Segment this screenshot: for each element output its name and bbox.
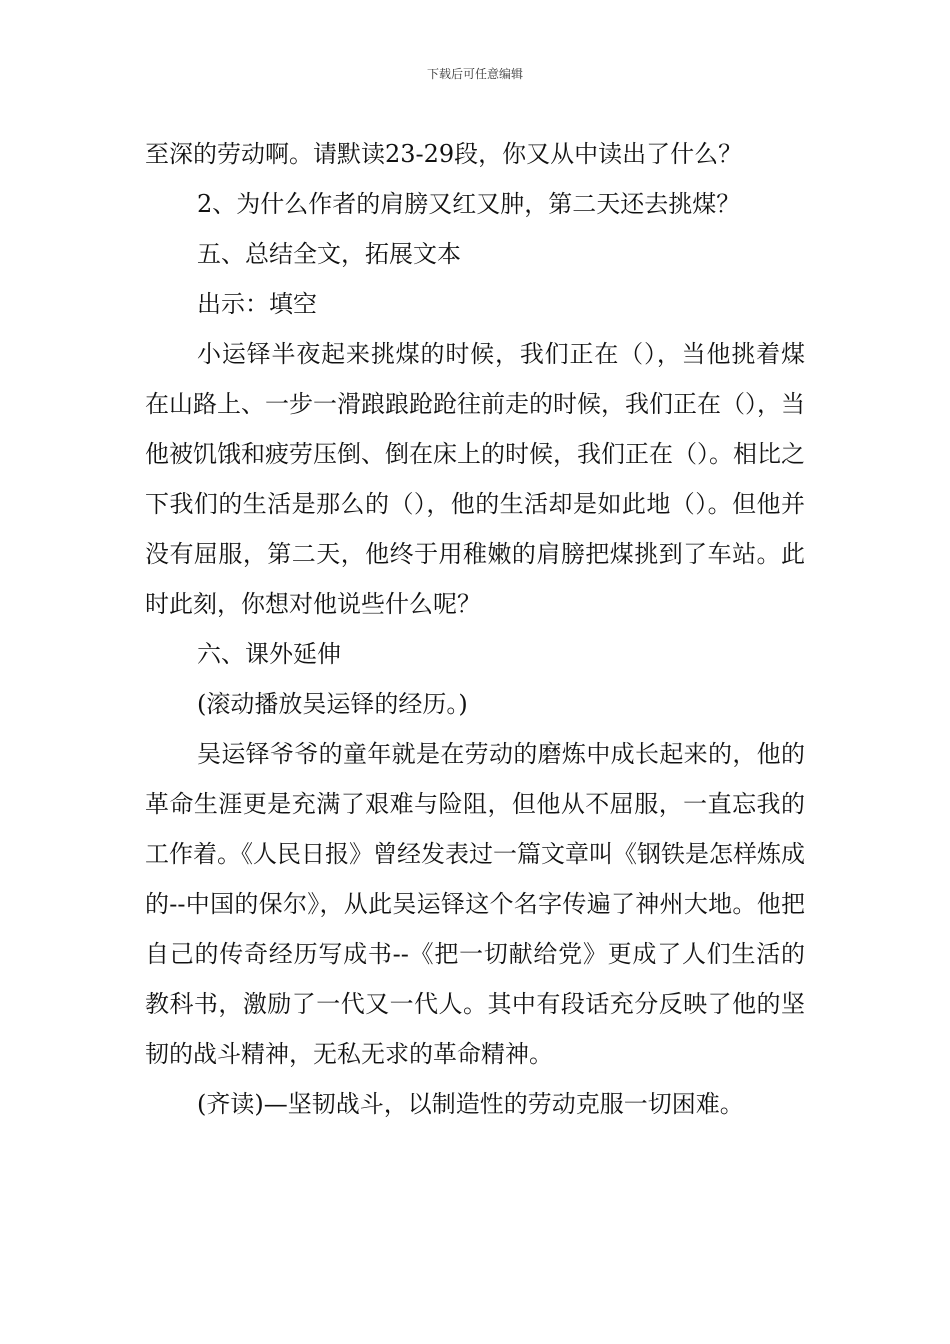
- group-reading-line: (齐读)—坚韧战斗，以制造性的劳动克服一切困难。: [197, 1090, 744, 1118]
- page-header: 下载后可任意编辑: [426, 67, 523, 81]
- fill-blank-label: 出示：填空: [197, 290, 317, 318]
- question-2: 2、为什么作者的肩膀又红又肿，第二天还去挑煤？: [197, 190, 741, 218]
- stage-direction: (滚动播放吴运铎的经历。): [197, 690, 468, 718]
- section-heading-5: 五、总结全文，拓展文本: [197, 240, 461, 268]
- fill-blank-paragraph: 小运铎半夜起来挑煤的时候，我们正在（），当他挑着煤在山路上、一步一滑踉踉跄跄往前走的时候，我们正在（），当他被饥饿和疲劳压倒、倒在床上的时候，我们正在（）。相比之下我们的生活是那么的（），他的生活却是如此地（）。但他并没有屈服，第二天，他终于用稚嫩的肩膀把煤挑到了车站。此时此刻，你想对他说些什么呢？: [145, 340, 805, 618]
- section-heading-6: 六、课外延伸: [197, 640, 341, 668]
- paragraph-continuation: 至深的劳动啊。请默读23-29段，你又从中读出了什么？: [145, 140, 743, 168]
- biography-paragraph: 吴运铎爷爷的童年就是在劳动的磨炼中成长起来的，他的革命生涯更是充满了艰难与险阻，但他从不屈服，一直忘我的工作着。《人民日报》曾经发表过一篇文章叫《钢铁是怎样炼成的--中国的保尔》，从此吴运铎这个名字传遍了神州大地。他把自己的传奇经历写成书--《把一切献给党》更成了人们生活的教科书，激励了一代又一代人。其中有段话充分反映了他的坚韧的战斗精神，无私无求的革命精神。: [145, 740, 805, 1068]
- document-body: [145, 129, 805, 1129]
